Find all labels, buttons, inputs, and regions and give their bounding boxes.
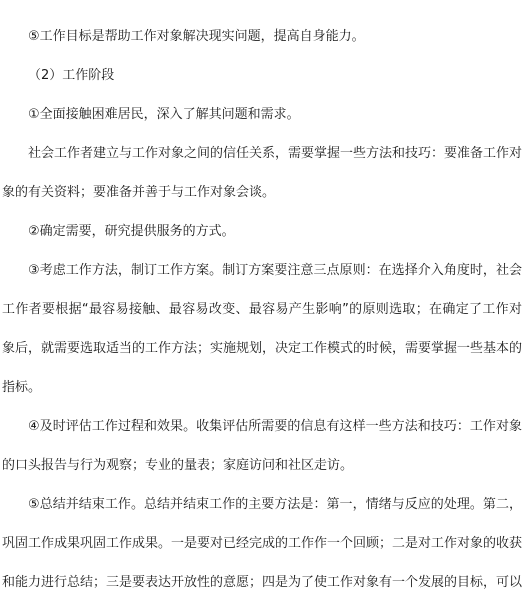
paragraph-line-partial (28, 0, 522, 4)
paragraph-line: 工作者要根据“最容易接触、最容易改变、最容易产生影响”的原则选取；在确定了工作对 (2, 302, 522, 317)
section-heading: （2）工作阶段 (28, 68, 115, 83)
paragraph-line: ③考虑工作方法，制订工作方案。制订方案要注意三点原则：在选择介入角度时，社会 (28, 263, 522, 278)
paragraph-line: 象的有关资料；要准备并善于与工作对象会谈。 (2, 185, 276, 200)
paragraph-line: 象后，就需要选取适当的工作方法；实施规划，决定工作模式的时候，需要掌握一些基本的 (2, 341, 522, 356)
paragraph-line: 社会工作者建立与工作对象之间的信任关系，需要掌握一些方法和技巧：要准备工作对 (28, 146, 522, 161)
paragraph-line: 巩固工作成果巩固工作成果。一是要对已经完成的工作作一个回顾；二是对工作对象的收获 (2, 536, 522, 551)
paragraph-line: ⑤工作目标是帮助工作对象解决现实问题，提高自身能力。 (28, 29, 365, 44)
paragraph-line: ②确定需要，研究提供服务的方式。 (28, 224, 235, 239)
paragraph-line: ①全面接触困难居民，深入了解其问题和需求。 (28, 107, 300, 122)
paragraph-line: 和能力进行总结；三是要表达开放性的意愿；四是为了使工作对象有一个发展的目标，可以 (2, 575, 522, 590)
paragraph-line: ⑤总结并结束工作。总结并结束工作的主要方法是：第一，情绪与反应的处理。第二， (28, 497, 522, 512)
paragraph-line: 指标。 (2, 380, 42, 395)
paragraph-line: 的口头报告与行为观察；专业的量表；家庭访问和社区走访。 (2, 458, 354, 473)
paragraph-line: ④及时评估工作过程和效果。收集评估所需要的信息有这样一些方法和技巧：工作对象 (28, 419, 522, 434)
